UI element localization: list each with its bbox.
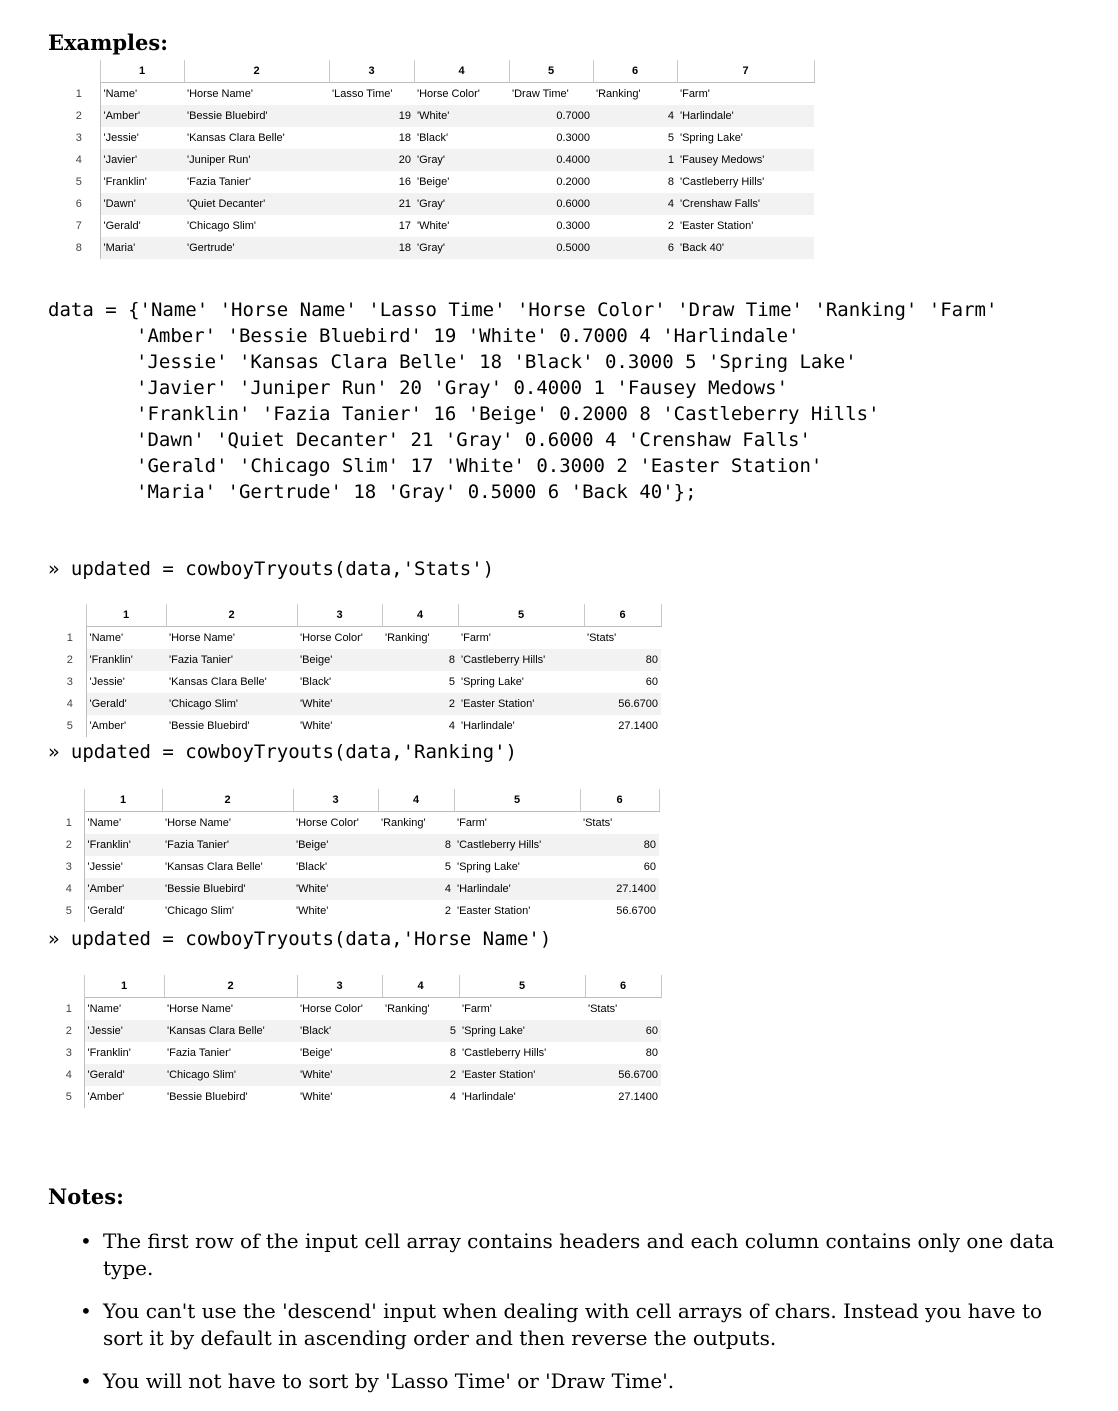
table-cell: 'Jessie' [87,861,123,873]
row-number: 2 [58,105,100,127]
table-cell: 60 [585,1020,661,1042]
call-stats-code: » updated = cowboyTryouts(data,'Stats') [48,558,495,580]
table-cell: 5 [382,1020,459,1042]
table-cell: 'Spring Lake' [680,132,743,144]
table-corner [54,789,84,812]
bullet-icon: • [80,1229,92,1253]
table-cell: 'Harlindale' [677,105,814,127]
row-number: 3 [54,1042,84,1064]
table-cell: 'Amber' [87,1091,125,1103]
column-header: 2 [164,975,297,998]
table-row [54,900,659,922]
table-cell: 'Amber' [89,720,127,732]
table-cell: 17 [398,220,411,232]
table-cell: 8 [382,649,458,671]
table-cell: 'Bessie Bluebird' [162,878,293,900]
data-assignment-code [48,297,997,505]
table-cell: 'Farm' [680,88,710,100]
table-row [54,834,659,856]
row-number: 2 [54,649,86,671]
row-number: 4 [58,149,100,171]
row-number: 4 [54,1064,84,1086]
table-row [54,1064,661,1086]
table-cell: 'Fazia Tanier' [166,649,297,671]
table-cell: 'Farm' [462,1003,492,1015]
table-cell: 'Gerald' [84,1064,164,1086]
table-cell: 'Chicago Slim' [164,1064,297,1086]
table-cell: 80 [645,1047,658,1059]
table-cell: 'Franklin' [84,834,162,856]
table-cell: 'Ranking' [381,817,426,829]
table-cell: 0.4000 [509,149,593,171]
table-cell: 'Castleberry Hills' [462,1047,547,1059]
horse-name-output-table [54,975,662,1108]
table-cell: 0.6000 [509,193,593,215]
table-row [54,649,661,671]
table-cell: 'Beige' [297,649,382,671]
table-cell: 27.1400 [618,1091,658,1103]
code-line: 'Dawn' 'Quiet Decanter' 21 'Gray' 0.6000 4 'Crenshaw Falls' [136,429,811,451]
table-cell: 27.1400 [580,878,659,900]
code-line: 'Maria' 'Gertrude' 18 'Gray' 0.5000 6 'Back 40'}; [136,481,697,503]
table-cell: 'Gray' [414,193,509,215]
table-cell: 'Horse Color' [417,88,480,100]
column-header: 2 [166,604,297,627]
row-number: 1 [54,627,86,650]
row-number: 5 [54,1086,84,1108]
note-item [80,1298,1080,1352]
table-cell: 'Fausey Medows' [677,149,814,171]
table-cell: 'Stats' [587,632,617,644]
table-cell: 'Spring Lake' [459,1020,585,1042]
code-line: 'Franklin' 'Fazia Tanier' 16 'Beige' 0.2000 8 'Castleberry Hills' [136,403,880,425]
table-cell: 'Back 40' [677,237,814,259]
table-cell: 'Crenshaw Falls' [677,193,814,215]
row-number: 7 [58,215,100,237]
table-cell: 'White' [296,905,329,917]
ranking-output-table [54,789,660,922]
table-cell: 5 [667,132,674,144]
table-cell: 'Maria' [100,237,184,259]
table-cell: 'Black' [297,1020,382,1042]
table-corner [54,975,84,998]
table-cell: 4 [449,1091,456,1103]
table-cell: 'Franklin' [86,649,166,671]
column-header: 1 [84,789,162,812]
table-cell: 'Bessie Bluebird' [184,105,329,127]
table-cell: 'Black' [417,132,449,144]
table-cell: 'Ranking' [385,632,430,644]
table-cell: 4 [593,193,677,215]
stats-output-table [54,604,662,737]
column-header: 5 [458,604,584,627]
table-cell: 'Bessie Bluebird' [167,1091,248,1103]
table-cell: 'Javier' [100,149,184,171]
row-number: 3 [54,856,84,878]
table-cell: 60 [645,676,658,688]
table-cell: 'Ranking' [596,88,641,100]
table-cell: 5 [444,861,451,873]
table-cell: 'Fazia Tanier' [162,834,293,856]
bullet-icon: • [80,1299,92,1323]
column-header: 4 [382,604,458,627]
table-cell: 'Franklin' [103,176,147,188]
table-cell: 0.7000 [509,105,593,127]
code-line: 'Amber' 'Bessie Bluebird' 19 'White' 0.7000 4 'Harlindale' [136,325,800,347]
table-row [54,1042,661,1064]
column-header: 6 [593,60,677,83]
row-number: 1 [54,998,84,1021]
table-row [54,715,661,737]
table-cell: 20 [329,149,414,171]
table-row [58,193,814,215]
column-header: 6 [585,975,661,998]
table-cell: 'Castleberry Hills' [680,176,765,188]
table-cell: 16 [398,176,411,188]
table-cell: 'White' [300,1091,333,1103]
table-cell: 'White' [300,720,333,732]
table-cell: 2 [382,693,458,715]
column-header: 3 [297,604,382,627]
table-row [58,105,814,127]
table-cell: 'Fazia Tanier' [187,176,251,188]
code-line: 'Javier' 'Juniper Run' 20 'Gray' 0.4000 1 'Fausey Medows' [136,377,789,399]
table-cell: 'Farm' [461,632,491,644]
column-header: 1 [84,975,164,998]
table-cell: 'Jessie' [89,676,125,688]
table-cell: 'Gray' [414,237,509,259]
column-header: 3 [297,975,382,998]
table-cell: 0.3000 [556,220,590,232]
table-cell: 'Name' [103,88,138,100]
table-cell: 'Stats' [588,1003,618,1015]
table-corner [54,604,86,627]
table-cell: 5 [448,676,455,688]
table-cell: 'Dawn' [100,193,184,215]
table-cell: 'Name' [89,632,124,644]
table-row [54,878,659,900]
table-row [54,998,661,1021]
table-cell: 'Name' [87,817,122,829]
table-cell: 4 [448,720,455,732]
table-cell: 'Gray' [414,149,509,171]
table-cell: 'White' [414,105,509,127]
table-cell: 'Fazia Tanier' [167,1047,231,1059]
table-row [58,237,814,259]
table-cell: 2 [382,1064,459,1086]
table-cell: 'Gerald' [86,693,166,715]
table-cell: 'Horse Color' [296,817,359,829]
table-row [58,149,814,171]
table-cell: 'Chicago Slim' [166,693,297,715]
table-row [54,812,659,835]
column-header: 5 [454,789,580,812]
table-row [58,83,814,106]
table-cell: 'Draw Time' [512,88,569,100]
column-header: 4 [382,975,459,998]
table-row [58,215,814,237]
table-cell: 'Horse Name' [187,88,253,100]
table-cell: 8 [449,1047,456,1059]
note-item [80,1368,1080,1395]
table-cell: 'Easter Station' [680,220,754,232]
table-cell: 0.2000 [556,176,590,188]
table-cell: 'Chicago Slim' [187,220,257,232]
table-cell: 'Harlindale' [462,1091,516,1103]
table-cell: 'Stats' [583,817,613,829]
column-header: 7 [677,60,814,83]
table-cell: 2 [667,220,674,232]
table-cell: 'Kansas Clara Belle' [187,132,285,144]
table-corner [58,60,100,83]
table-cell: 8 [378,834,454,856]
table-row [58,127,814,149]
row-number: 8 [58,237,100,259]
table-cell: 27.1400 [618,720,658,732]
table-cell: 'White' [297,1064,382,1086]
note-text: You can't use the 'descend' input when dealing with cell arrays of chars. Instead you have to sort it by default in ascending order and then reverse the outputs. [103,1299,1043,1350]
table-cell: 80 [580,834,659,856]
table-row [54,627,661,650]
column-header: 1 [86,604,166,627]
table-cell: 'Amber' [100,105,184,127]
note-text: You will not have to sort by 'Lasso Time' or 'Draw Time'. [103,1369,675,1393]
table-cell: 'Farm' [457,817,487,829]
table-row [54,1086,661,1108]
table-row [54,1020,661,1042]
call-ranking-code: » updated = cowboyTryouts(data,'Ranking') [48,741,517,763]
table-cell: 'Gertrude' [184,237,329,259]
row-number: 4 [54,878,84,900]
table-cell: 'Jessie' [84,1020,164,1042]
row-number: 5 [58,171,100,193]
table-cell: 80 [584,649,661,671]
code-line: data = {'Name' 'Horse Name' 'Lasso Time' 'Horse Color' 'Draw Time' 'Ranking' 'Farm' [48,299,998,321]
table-cell: 'Horse Name' [169,632,235,644]
column-header: 6 [580,789,659,812]
row-number: 4 [54,693,86,715]
column-header: 5 [459,975,585,998]
table-cell: 'Harlindale' [454,878,580,900]
examples-heading: Examples: [48,30,168,55]
table-cell: 4 [593,105,677,127]
table-cell: 'Horse Name' [165,817,231,829]
table-cell: 'White' [293,878,378,900]
table-cell: 19 [329,105,414,127]
column-header: 1 [100,60,184,83]
code-line: 'Jessie' 'Kansas Clara Belle' 18 'Black' 0.3000 5 'Spring Lake' [136,351,857,373]
table-cell: 'Kansas Clara Belle' [169,676,267,688]
table-cell: 18 [329,237,414,259]
note-item [80,1228,1080,1282]
table-cell: 56.6700 [616,905,656,917]
row-number: 3 [58,127,100,149]
table-cell: 'Beige' [300,1047,333,1059]
table-cell: 'White' [417,220,450,232]
row-number: 2 [54,1020,84,1042]
column-header: 2 [184,60,329,83]
table-row [54,693,661,715]
table-cell: 'Horse Color' [300,1003,363,1015]
notes-list [80,1228,1080,1411]
table-cell: 'Quiet Decanter' [184,193,329,215]
table-cell: 'White' [297,693,382,715]
table-cell: 'Jessie' [103,132,139,144]
table-cell: 'Black' [296,861,328,873]
table-cell: 'Franklin' [87,1047,131,1059]
table-cell: 0.5000 [509,237,593,259]
table-row [58,171,814,193]
row-number: 5 [54,900,84,922]
row-number: 5 [54,715,86,737]
table-cell: 'Easter Station' [458,693,584,715]
column-header: 4 [414,60,509,83]
table-cell: 'Ranking' [385,1003,430,1015]
column-header: 2 [162,789,293,812]
table-cell: 'Kansas Clara Belle' [164,1020,297,1042]
table-cell: 'Lasso Time' [332,88,393,100]
call-horse-name-code: » updated = cowboyTryouts(data,'Horse Name') [48,928,552,950]
row-number: 1 [58,83,100,106]
table-cell: 'Spring Lake' [457,861,520,873]
table-row [54,671,661,693]
table-cell: 'Bessie Bluebird' [169,720,250,732]
table-cell: 'Spring Lake' [461,676,524,688]
table-cell: 56.6700 [585,1064,661,1086]
table-cell: 8 [667,176,674,188]
table-cell: 'Chicago Slim' [165,905,235,917]
column-header: 6 [584,604,661,627]
table-cell: 'Harlindale' [461,720,515,732]
table-cell: 2 [444,905,451,917]
table-cell: 'Kansas Clara Belle' [165,861,263,873]
table-cell: 'Horse Color' [300,632,363,644]
input-data-table [58,60,815,259]
table-cell: 'Juniper Run' [184,149,329,171]
table-cell: 18 [398,132,411,144]
table-cell: 'Black' [300,676,332,688]
table-cell: 56.6700 [584,693,661,715]
note-text: The first row of the input cell array contains headers and each column contains only one data type. [103,1229,1055,1280]
bullet-icon: • [80,1369,92,1393]
table-row [54,856,659,878]
table-cell: 4 [378,878,454,900]
table-cell: 'Amber' [84,878,162,900]
table-cell: 'Beige' [293,834,378,856]
table-cell: 60 [643,861,656,873]
table-cell: 'Gerald' [87,905,125,917]
table-cell: 21 [329,193,414,215]
table-cell: 6 [593,237,677,259]
column-header: 4 [378,789,454,812]
table-cell: 'Horse Name' [167,1003,233,1015]
table-cell: 'Castleberry Hills' [454,834,580,856]
table-cell: 'Name' [87,1003,122,1015]
table-cell: 'Beige' [417,176,450,188]
code-line: 'Gerald' 'Chicago Slim' 17 'White' 0.3000 2 'Easter Station' [136,455,823,477]
table-cell: 'Easter Station' [459,1064,585,1086]
table-cell: 1 [593,149,677,171]
table-cell: 0.3000 [556,132,590,144]
notes-heading: Notes: [48,1184,124,1209]
column-header: 3 [293,789,378,812]
table-cell: 'Easter Station' [457,905,531,917]
table-cell: 'Gerald' [103,220,141,232]
row-number: 6 [58,193,100,215]
column-header: 5 [509,60,593,83]
row-number: 2 [54,834,84,856]
row-number: 1 [54,812,84,835]
row-number: 3 [54,671,86,693]
column-header: 3 [329,60,414,83]
table-cell: 'Castleberry Hills' [458,649,584,671]
